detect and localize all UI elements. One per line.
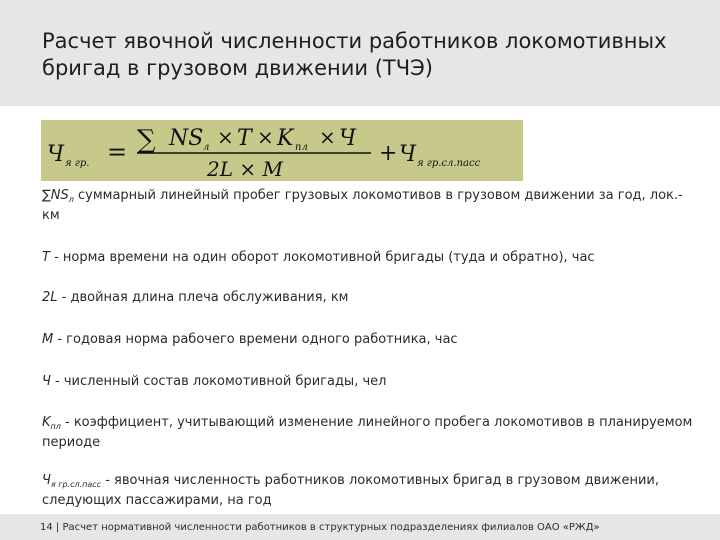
definition-symbol: K xyxy=(42,415,51,430)
formula-ns: NS xyxy=(169,126,204,151)
formula-times-3: × xyxy=(319,125,336,149)
formula-lhs: Ч xyxy=(47,142,65,167)
definition-symbol: M xyxy=(42,332,54,347)
formula-ns-sub: л xyxy=(203,142,210,153)
definition-subscript: л xyxy=(68,195,74,204)
title-bar xyxy=(0,0,720,106)
definition-text: - численный состав локомотивной бригады, чел xyxy=(50,374,387,389)
definition-item xyxy=(42,250,702,270)
definition-item xyxy=(42,374,702,394)
formula-rhs: Ч xyxy=(399,142,417,167)
formula-k: K xyxy=(277,126,294,151)
slide-title: Расчет явочной численности работников локомотивных бригад в грузовом движении (ТЧЭ) xyxy=(42,29,667,80)
definition-text: - годовая норма рабочего времени одного работника, час xyxy=(53,332,458,347)
definition-text: - явочная численность работников локомотивных бригад в грузовом движении, следующих пассажирами, на год xyxy=(42,473,660,508)
formula-plus: + xyxy=(379,141,398,166)
definition-text: - норма времени на один оборот локомотивной бригады (туда и обратно), час xyxy=(49,250,595,265)
formula-ch: Ч xyxy=(339,126,357,151)
definition-item xyxy=(42,332,702,352)
formula-k-sub: пл xyxy=(295,142,308,153)
footer-bar xyxy=(0,514,720,540)
footer-separator: | xyxy=(55,522,60,533)
definition-subscript: пл xyxy=(50,422,61,431)
footer-caption: Расчет нормативной численности работников в структурных подразделениях филиалов ОАО «РЖД» xyxy=(62,522,600,533)
definition-text: - коэффициент, учитывающий изменение линейного пробега локомотивов в планируемом периоде xyxy=(42,415,693,450)
definition-symbol: T xyxy=(42,250,50,265)
definition-item xyxy=(42,473,702,509)
formula-t: T xyxy=(237,126,252,151)
definition-subscript: я гр.сл.пасс xyxy=(50,480,102,489)
page-number: 14 xyxy=(40,522,53,533)
formula-rhs-sub: я гр.сл.пасс xyxy=(417,158,481,169)
formula-sum: ∑ xyxy=(137,125,156,155)
footer-text-line xyxy=(40,521,600,534)
definition-symbol: Ч xyxy=(42,473,51,488)
definition-item xyxy=(42,188,702,224)
definition-text: суммарный линейный пробег грузовых локомотивов в грузовом движении за год, лок.- км xyxy=(42,188,683,223)
definition-item xyxy=(42,415,702,451)
formula-times-2: × xyxy=(257,125,274,149)
definition-symbol: 2L xyxy=(42,290,58,305)
formula-times-1: × xyxy=(217,125,234,149)
formula-equals: = xyxy=(107,138,128,166)
formula-image xyxy=(41,120,523,181)
formula-lhs-sub: я гр. xyxy=(65,158,90,169)
formula-denominator: 2L × M xyxy=(207,157,283,181)
definition-text: - двойная длина плеча обслуживания, км xyxy=(57,290,349,305)
definition-symbol: Ч xyxy=(42,374,51,389)
definition-item xyxy=(42,290,702,310)
definition-symbol: ∑NS xyxy=(42,188,69,203)
